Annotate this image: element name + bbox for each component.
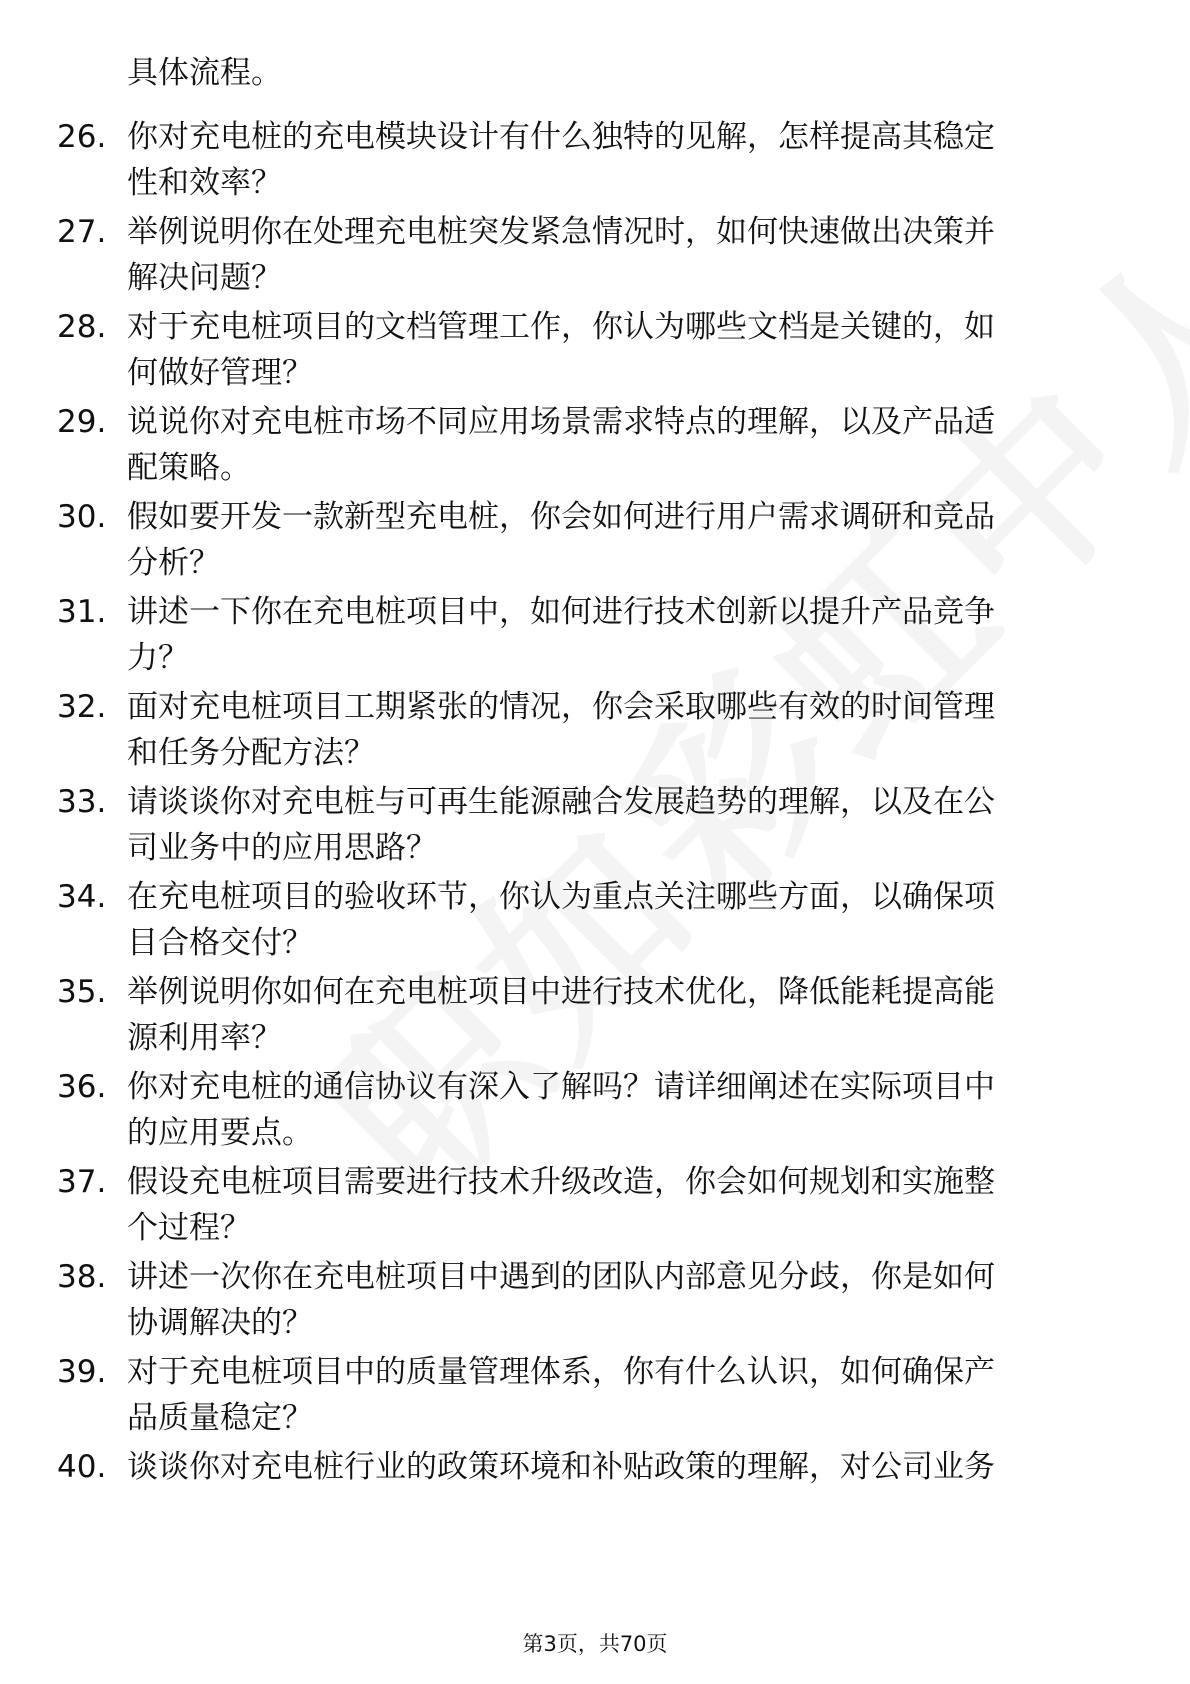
question-text: 说说你对充电桩市场不同应用场景需求特点的理解，以及产品适 配策略。 [127,404,995,486]
question-text: 对于充电桩项目中的质量管理体系，你有什么认识，如何确保产 品质量稳定？ [127,1354,995,1436]
question-text: 在充电桩项目的验收环节，你认为重点关注哪些方面，以确保项 目合格交付？ [127,879,995,961]
question-number: 29. [57,404,107,440]
continuation-text: 具体流程。 [127,55,282,91]
question-number: 36. [57,1069,107,1105]
question-text: 你对充电桩的通信协议有深入了解吗？请详细阐述在实际项目中 的应用要点。 [127,1069,995,1151]
question-text: 讲述一下你在充电桩项目中，如何进行技术创新以提升产品竞争 力？ [127,594,995,676]
question-text: 对于充电桩项目的文档管理工作，你认为哪些文档是关键的，如 何做好管理？ [127,309,995,391]
question-number: 30. [57,499,107,535]
question-number: 34. [57,879,107,915]
question-number: 28. [57,309,107,345]
question-number: 33. [57,784,107,820]
question-text: 讲述一次你在充电桩项目中遇到的团队内部意见分歧，你是如何 协调解决的？ [127,1259,995,1341]
question-text: 假设充电桩项目需要进行技术升级改造，你会如何规划和实施整 个过程？ [127,1164,995,1246]
question-text: 面对充电桩项目工期紧张的情况，你会采取哪些有效的时间管理 和任务分配方法？ [127,689,995,771]
question-number: 40. [57,1449,107,1485]
question-number: 26. [57,119,107,155]
question-number: 38. [57,1259,107,1295]
question-number: 39. [57,1354,107,1390]
question-text: 举例说明你在处理充电桩突发紧急情况时，如何快速做出决策并 解决问题？ [127,214,995,296]
question-number: 35. [57,974,107,1010]
question-text: 假如要开发一款新型充电桩，你会如何进行用户需求调研和竞品 分析？ [127,499,995,581]
page-number-footer: 第3页，共70页 [522,1632,668,1656]
question-number: 32. [57,689,107,725]
question-text: 请谈谈你对充电桩与可再生能源融合发展趋势的理解，以及在公 司业务中的应用思路？ [127,784,995,866]
question-text: 谈谈你对充电桩行业的政策环境和补贴政策的理解，对公司业务 [127,1449,995,1485]
question-text: 你对充电桩的充电模块设计有什么独特的见解，怎样提高其稳定 性和效率？ [127,119,995,201]
question-number: 37. [57,1164,107,1200]
question-number: 27. [57,214,107,250]
question-number: 31. [57,594,107,630]
question-text: 举例说明你如何在充电桩项目中进行技术优化，降低能耗提高能 源利用率？ [127,974,995,1056]
